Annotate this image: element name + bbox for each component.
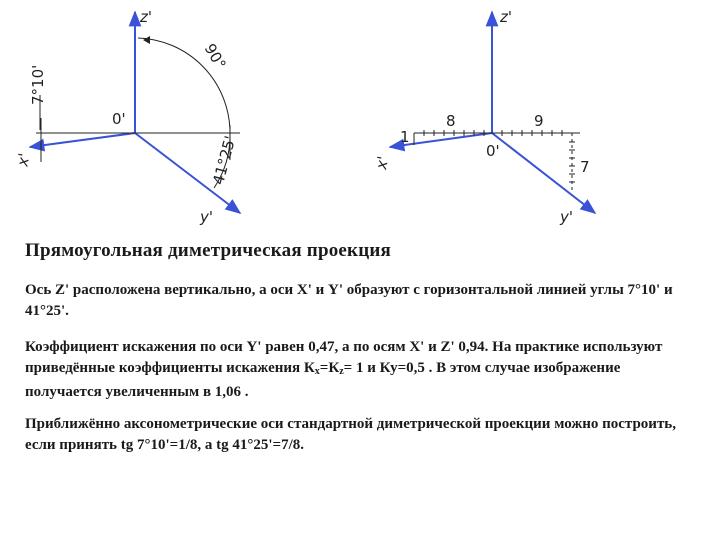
page-title: Прямоугольная диметрическая проекция (25, 240, 391, 261)
right-diagram (372, 8, 595, 226)
right-z-label: z' (500, 8, 512, 26)
left-z-label: z' (140, 8, 152, 26)
right-origin-label: 0' (486, 142, 500, 160)
coefficients-mid: =К (319, 360, 340, 376)
right-x-label: x' (372, 154, 393, 171)
axonometric-diagrams (0, 0, 720, 240)
right-label-8: 8 (446, 112, 456, 130)
right-y-label: y' (560, 208, 574, 226)
left-x-axis (30, 133, 135, 147)
right-label-7: 7 (580, 158, 590, 176)
coefficient-sub-x: х (314, 366, 320, 377)
paragraph-axes: Ось Z' расположена вертикально, а оси X' и Y' образуют с горизонтальной линией углы 7°10' и 41°25'. (25, 282, 673, 319)
coefficients-tail: = 1 и Ку=0,5 . В этом случае изображение получается увеличенным в 1,06 . (25, 360, 621, 400)
left-y-label: y' (200, 208, 214, 226)
coefficients-text: Коэффициент искажения по оси Y' равен 0,47, а по осям X' и Z' 0,94. На практике используют приведённые коэффициенты искажения К (25, 339, 663, 376)
right-label-9: 9 (534, 112, 544, 130)
paragraph-coefficients (25, 337, 695, 403)
left-diagram (13, 8, 240, 226)
left-origin-label: 0' (112, 110, 126, 128)
left-angle-90: 90° (200, 40, 230, 73)
paragraph-approximation: Приближённо аксонометрические оси стандартной диметрической проекции можно построить, если принять tg 7°10'=1/8, а tg 41°25'=7/8. (25, 416, 676, 453)
left-angle-41: 41°25' (209, 133, 240, 187)
right-label-1: 1 (400, 128, 410, 146)
left-arc-arrowhead (143, 36, 150, 44)
left-x-label: x' (13, 151, 34, 168)
left-angle-7: 7°10' (29, 64, 47, 105)
coefficient-sub-z: z (339, 366, 344, 377)
